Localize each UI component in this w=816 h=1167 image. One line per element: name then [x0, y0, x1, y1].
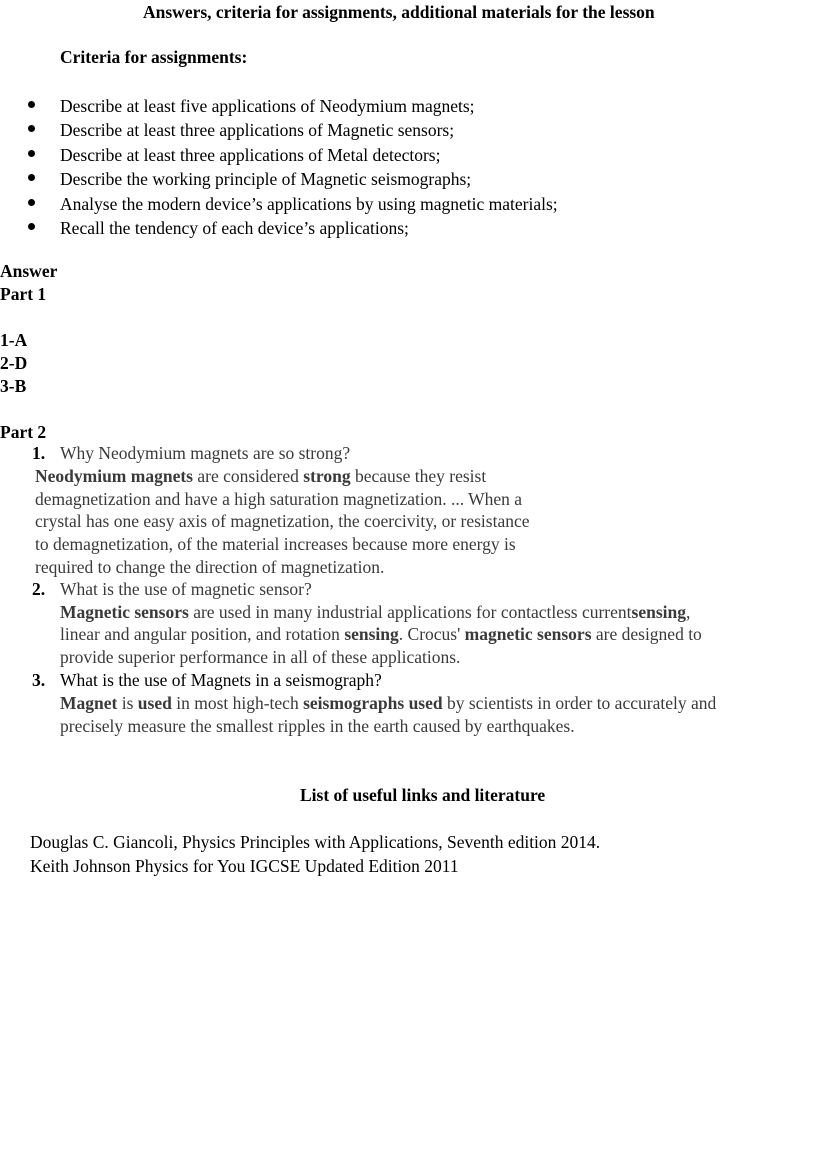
question-number: 2. — [32, 579, 46, 599]
answer-paragraph — [35, 465, 530, 579]
question-text: What is the use of magnetic sensor? — [60, 579, 312, 599]
bullet-icon — [28, 223, 35, 230]
answer-line: Magnet is used in most high-tech seismographs used by scientists in order to accurately and — [60, 693, 717, 713]
answer-heading: Answer — [0, 261, 58, 281]
question-text: What is the use of Magnets in a seismograph? — [60, 670, 382, 690]
answer-bold: Neodymium magnets — [35, 466, 193, 486]
part1-answer: 2-D — [0, 353, 28, 373]
question-number: 1. — [32, 443, 46, 463]
page-title: Answers, criteria for assignments, additional materials for the lesson — [143, 2, 655, 22]
answer-line: linear and angular position, and rotation sensing. Crocus' magnetic sensors are designed to — [60, 624, 702, 645]
bullet-icon — [28, 101, 35, 108]
part1-heading: Part 1 — [0, 284, 47, 304]
answer-line: demagnetization and have a high saturation magnetization. ... When a — [35, 488, 523, 509]
part1-answer: 3-B — [0, 376, 27, 396]
links-heading: List of useful links and literature — [300, 785, 546, 805]
answer-block — [0, 260, 57, 444]
answer-line: provide superior performance in all of these applications. — [60, 647, 461, 668]
criteria-heading: Criteria for assignments: — [60, 47, 248, 67]
answer-line: to demagnetization, of the material increases because more energy is — [35, 534, 516, 555]
bullet-icon — [28, 174, 35, 181]
bullet-icon — [28, 150, 35, 157]
answer-line: crystal has one easy axis of magnetization, the coercivity, or resistance — [35, 511, 530, 532]
answer-paragraph — [60, 578, 702, 669]
answer-line: Magnetic sensors are used in many industrial applications for contactless currentsensing, — [60, 601, 691, 622]
question-text: Why Neodymium magnets are so strong? — [60, 443, 351, 463]
literature-list — [30, 830, 600, 878]
part2-heading: Part 2 — [0, 422, 47, 442]
answer-line: required to change the direction of magnetization. — [35, 556, 385, 577]
literature-item: Keith Johnson Physics for You IGCSE Updated Edition 2011 — [30, 856, 459, 876]
part1-answer: 1-A — [0, 330, 28, 350]
bullet-icon — [28, 125, 35, 132]
answer-line: precisely measure the smallest ripples in the earth caused by earthquakes. — [60, 715, 575, 736]
question-number: 3. — [32, 670, 46, 690]
literature-item: Douglas C. Giancoli, Physics Principles with Applications, Seventh edition 2014. — [30, 832, 601, 852]
answer-line: Neodymium magnets are considered strong because they resist — [35, 466, 487, 486]
answer-paragraph — [60, 692, 716, 737]
bullet-icon — [28, 199, 35, 206]
